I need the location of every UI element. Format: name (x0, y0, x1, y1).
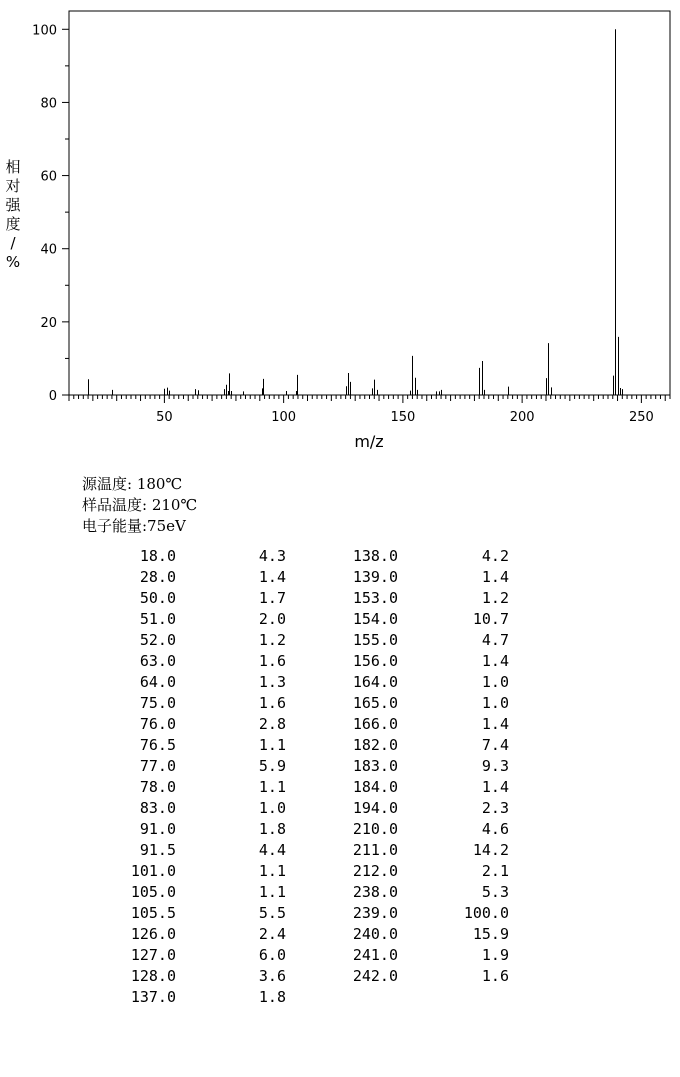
peak-intensity-value: 2.1 (481, 862, 509, 880)
peak-intensity-value: 1.4 (481, 715, 509, 733)
peak-intensity-value: 4.7 (481, 631, 509, 649)
peak-intensity-value: 1.4 (481, 778, 509, 796)
peak-mz-value: 194.0 (352, 799, 398, 817)
peak-intensity-value: 2.3 (481, 799, 509, 817)
peak-intensity-value: 1.6 (481, 967, 509, 985)
peak-intensity-value: 1.4 (258, 568, 286, 586)
peak-mz-value: 137.0 (130, 988, 176, 1006)
peak-intensity-value: 1.4 (481, 568, 509, 586)
peak-intensity-value: 4.4 (258, 841, 286, 859)
peak-mz-value: 153.0 (352, 589, 398, 607)
peak-mz-value: 183.0 (352, 757, 398, 775)
peak-mz-value: 77.0 (139, 757, 176, 775)
peak-intensity-value: 1.6 (258, 652, 286, 670)
peak-mz-value: 240.0 (352, 925, 398, 943)
minor-ticks (65, 66, 670, 401)
peak-intensity-value: 1.6 (258, 694, 286, 712)
peak-mz-value: 154.0 (352, 610, 398, 628)
peak-intensity-value: 1.2 (481, 589, 509, 607)
peak-intensity-value: 1.8 (258, 820, 286, 838)
x-axis (156, 395, 654, 425)
y-tick-label: 40 (40, 242, 57, 258)
x-axis-title: m/z (354, 432, 384, 451)
y-tick-label: 20 (40, 315, 57, 331)
peak-intensity-value: 7.4 (481, 736, 509, 754)
peak-mz-value: 165.0 (352, 694, 398, 712)
peak-intensity-value: 1.0 (258, 799, 286, 817)
peak-mz-value: 83.0 (139, 799, 176, 817)
peak-intensity-value: 2.4 (258, 925, 286, 943)
x-tick-label: 50 (156, 410, 173, 425)
peak-intensity-value: 14.2 (472, 841, 509, 859)
peak-intensity-value: 4.2 (481, 547, 509, 565)
peak-intensity-value: 5.3 (481, 883, 509, 901)
y-axis-title-char: % (5, 253, 21, 271)
peak-mz-value: 241.0 (352, 946, 398, 964)
peak-mz-value: 91.5 (139, 841, 176, 859)
spectrum-peaks (89, 29, 623, 395)
peak-mz-value: 126.0 (130, 925, 176, 943)
y-tick-label: 80 (40, 96, 57, 112)
peak-mz-value: 50.0 (139, 589, 176, 607)
peak-table-left-mz-column (100, 546, 176, 1008)
peak-intensity-value: 5.5 (258, 904, 286, 922)
peak-mz-value: 64.0 (139, 673, 176, 691)
peak-intensity-value: 4.6 (481, 820, 509, 838)
peak-mz-value: 164.0 (352, 673, 398, 691)
peak-table-right-intensity-column (440, 546, 509, 987)
peak-intensity-value: 10.7 (472, 610, 509, 628)
peak-intensity-value: 1.1 (258, 883, 286, 901)
peak-intensity-value: 9.3 (481, 757, 509, 775)
y-axis-title-char: 度 (5, 215, 21, 233)
peak-mz-value: 242.0 (352, 967, 398, 985)
peak-mz-value: 210.0 (352, 820, 398, 838)
peak-mz-value: 78.0 (139, 778, 176, 796)
acquisition-conditions (82, 474, 197, 537)
peak-intensity-value: 1.1 (258, 736, 286, 754)
peak-mz-value: 238.0 (352, 883, 398, 901)
peak-mz-value: 75.0 (139, 694, 176, 712)
y-axis-title-char: / (10, 234, 16, 252)
peak-mz-value: 138.0 (352, 547, 398, 565)
y-tick-label: 100 (32, 23, 57, 39)
peak-mz-value: 28.0 (139, 568, 176, 586)
x-tick-label: 200 (509, 410, 535, 425)
peak-mz-value: 18.0 (139, 547, 176, 565)
y-axis (32, 23, 69, 404)
peak-mz-value: 76.0 (139, 715, 176, 733)
peak-intensity-value: 1.0 (481, 673, 509, 691)
peak-intensity-value: 1.4 (481, 652, 509, 670)
peak-mz-value: 105.5 (130, 904, 176, 922)
peak-table-left-intensity-column (220, 546, 286, 1008)
peak-intensity-value: 6.0 (258, 946, 286, 964)
peak-table-right-mz-column (320, 546, 398, 987)
sample-temperature: 样品温度: 210℃ (82, 496, 198, 514)
peak-intensity-value: 2.0 (258, 610, 286, 628)
peak-intensity-value: 15.9 (472, 925, 509, 943)
peak-mz-value: 212.0 (352, 862, 398, 880)
mass-spectrum-chart (0, 0, 680, 460)
peak-mz-value: 63.0 (139, 652, 176, 670)
peak-mz-value: 155.0 (352, 631, 398, 649)
peak-intensity-value: 5.9 (258, 757, 286, 775)
peak-mz-value: 76.5 (139, 736, 176, 754)
peak-mz-value: 91.0 (139, 820, 176, 838)
peak-mz-value: 101.0 (130, 862, 176, 880)
peak-intensity-value: 3.6 (258, 967, 286, 985)
peak-intensity-value: 1.7 (258, 589, 286, 607)
peak-intensity-value: 1.8 (258, 988, 286, 1006)
source-temperature: 源温度: 180℃ (82, 475, 183, 493)
peak-intensity-value: 1.9 (481, 946, 509, 964)
peak-mz-value: 128.0 (130, 967, 176, 985)
y-axis-title (3, 158, 23, 272)
y-axis-title-char: 相 (5, 158, 21, 176)
peak-intensity-value: 1.2 (258, 631, 286, 649)
peak-mz-value: 211.0 (352, 841, 398, 859)
y-axis-title-char: 强 (5, 196, 21, 214)
x-tick-label: 100 (271, 410, 297, 425)
y-tick-label: 60 (40, 169, 57, 185)
peak-intensity-value: 1.1 (258, 778, 286, 796)
peak-mz-value: 139.0 (352, 568, 398, 586)
peak-mz-value: 156.0 (352, 652, 398, 670)
peak-mz-value: 184.0 (352, 778, 398, 796)
y-axis-title-char: 对 (5, 177, 21, 195)
peak-intensity-value: 1.0 (481, 694, 509, 712)
plot-frame (69, 11, 670, 395)
peak-mz-value: 182.0 (352, 736, 398, 754)
peak-mz-value: 52.0 (139, 631, 176, 649)
y-tick-label: 0 (48, 389, 57, 404)
peak-intensity-value: 2.8 (258, 715, 286, 733)
peak-intensity-value: 4.3 (258, 547, 286, 565)
peak-intensity-value: 1.3 (258, 673, 286, 691)
peak-mz-value: 51.0 (139, 610, 176, 628)
peak-intensity-value: 1.1 (258, 862, 286, 880)
electron-energy: 电子能量:75eV (82, 517, 186, 535)
x-tick-label: 150 (390, 410, 416, 425)
peak-mz-value: 105.0 (130, 883, 176, 901)
peak-mz-value: 239.0 (352, 904, 398, 922)
x-tick-label: 250 (628, 410, 654, 425)
peak-mz-value: 127.0 (130, 946, 176, 964)
peak-intensity-value: 100.0 (463, 904, 509, 922)
peak-mz-value: 166.0 (352, 715, 398, 733)
